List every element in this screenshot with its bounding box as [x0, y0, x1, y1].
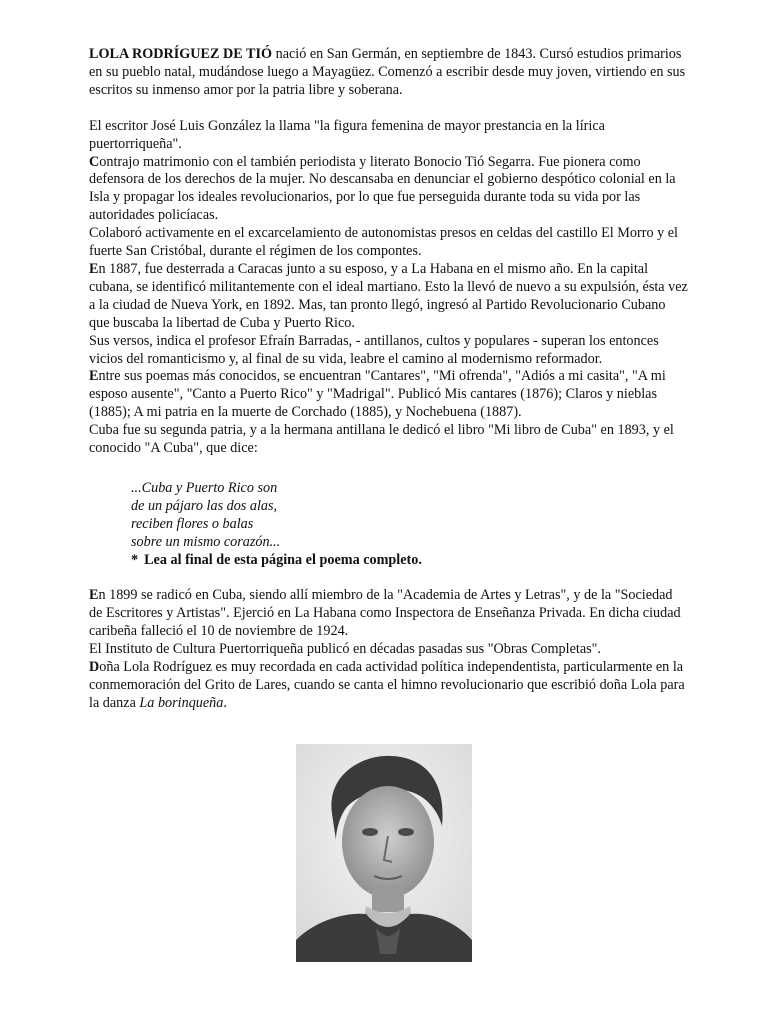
poem-line: sobre un mismo corazón...: [131, 533, 281, 550]
prisoners-paragraph: Colaboró activamente en el excarcelamiento de autonomistas presos en celdas del castillo El Morro y el fuerte San Cristóbal, durante el régimen de los compontes.: [89, 225, 678, 260]
intro-paragraph: [89, 46, 689, 100]
institute-paragraph: El Instituto de Cultura Puertorriqueña publicó en décadas pasadas sus "Obras Completas".: [89, 641, 601, 658]
anthem-title: La borinqueña: [139, 694, 224, 711]
poem-line: ...Cuba y Puerto Rico son: [131, 479, 278, 496]
cuba-paragraph: Cuba fue su segunda patria, y a la hermana antillana le dedicó el libro "Mi libro de Cuba" en 1893, y el conocido "A Cuba", que dice:: [89, 422, 674, 457]
subject-name: LOLA RODRÍGUEZ DE TIÓ: [89, 46, 273, 62]
poems-paragraph: Entre sus poemas más conocidos, se encuentran "Cantares", "Mi ofrenda", "Adiós a mi casita", "A mi esposo ausente", "Canto a Puerto Rico" y "Madrigal". Publicó Mis cantares (1876); Claros y nieblas (1885); A mi patria en la muerte de Corchado (1885), y Nochebuena (1887).: [89, 368, 666, 421]
exile-paragraph: En 1887, fue desterrada a Caracas junto a su esposo, y a La Habana en el mismo año. En la capital cubana, se identificó militantemente con el ideal martiano. Esto la llevó de nuevo a su expulsión, ésta vez a la ciudad de Nueva York, en 1892. Mas, tan pronto llegó, ingresó al Partido Revolucionario Cubano que buscaba la libertad de Cuba y Puerto Rico.: [89, 260, 688, 331]
asterisk: *: [131, 551, 139, 568]
poem-line: de un pájaro las dos alas,: [131, 497, 278, 514]
marriage-paragraph: Contrajo matrimonio con el también periodista y literato Bonocio Tió Segarra. Fue pionera como defensora de los derechos de la mujer. No descansaba en denunciar el gobierno despótico colonial en la Isla y propagar los ideales revolucionarios, por lo que fue perseguida durante toda su vida por las autoridades policíacas.: [89, 153, 676, 224]
document-body: [89, 46, 689, 713]
full-poem-note: * Lea al final de esta página el poema completo.: [131, 551, 422, 568]
portrait-photo: [296, 744, 472, 962]
verses-paragraph: Sus versos, indica el profesor Efraín Barradas, - antillanos, cultos y populares - superan los entonces vicios del romanticismo y, al final de su vida, leabre el camino al modernismo reformador.: [89, 332, 659, 367]
poem-line: reciben flores o balas: [131, 515, 254, 532]
legacy-paragraph: Doña Lola Rodríguez es muy recordada en cada actividad política independentista, particularmente en la conmemoración del Grito de Lares, cuando se canta el himno revolucionario que escribió doña Lola para la danza La borinqueña.: [89, 659, 685, 711]
quote-paragraph: El escritor José Luis González la llama "la figura femenina de mayor prestancia en la lírica puertorriqueña".: [89, 117, 605, 152]
havana-paragraph: En 1899 se radicó en Cuba, siendo allí miembro de la "Academia de Artes y Letras", y de la "Sociedad de Escritores y Artistas". Ejerció en La Habana como Inspectora de Enseñanza Privada. En dicha ciudad caribeña falleció el 10 de noviembre de 1924.: [89, 587, 681, 640]
poem-excerpt: [131, 480, 689, 552]
intro-text: nació en San Germán, en septiembre de 1843. Cursó estudios primarios en su pueblo natal, mudándose luego a Mayagüez. Comenzó a escribir desde muy joven, virtiendo en sus escritos su inmenso amor por la patria libre y soberana.: [89, 46, 686, 98]
